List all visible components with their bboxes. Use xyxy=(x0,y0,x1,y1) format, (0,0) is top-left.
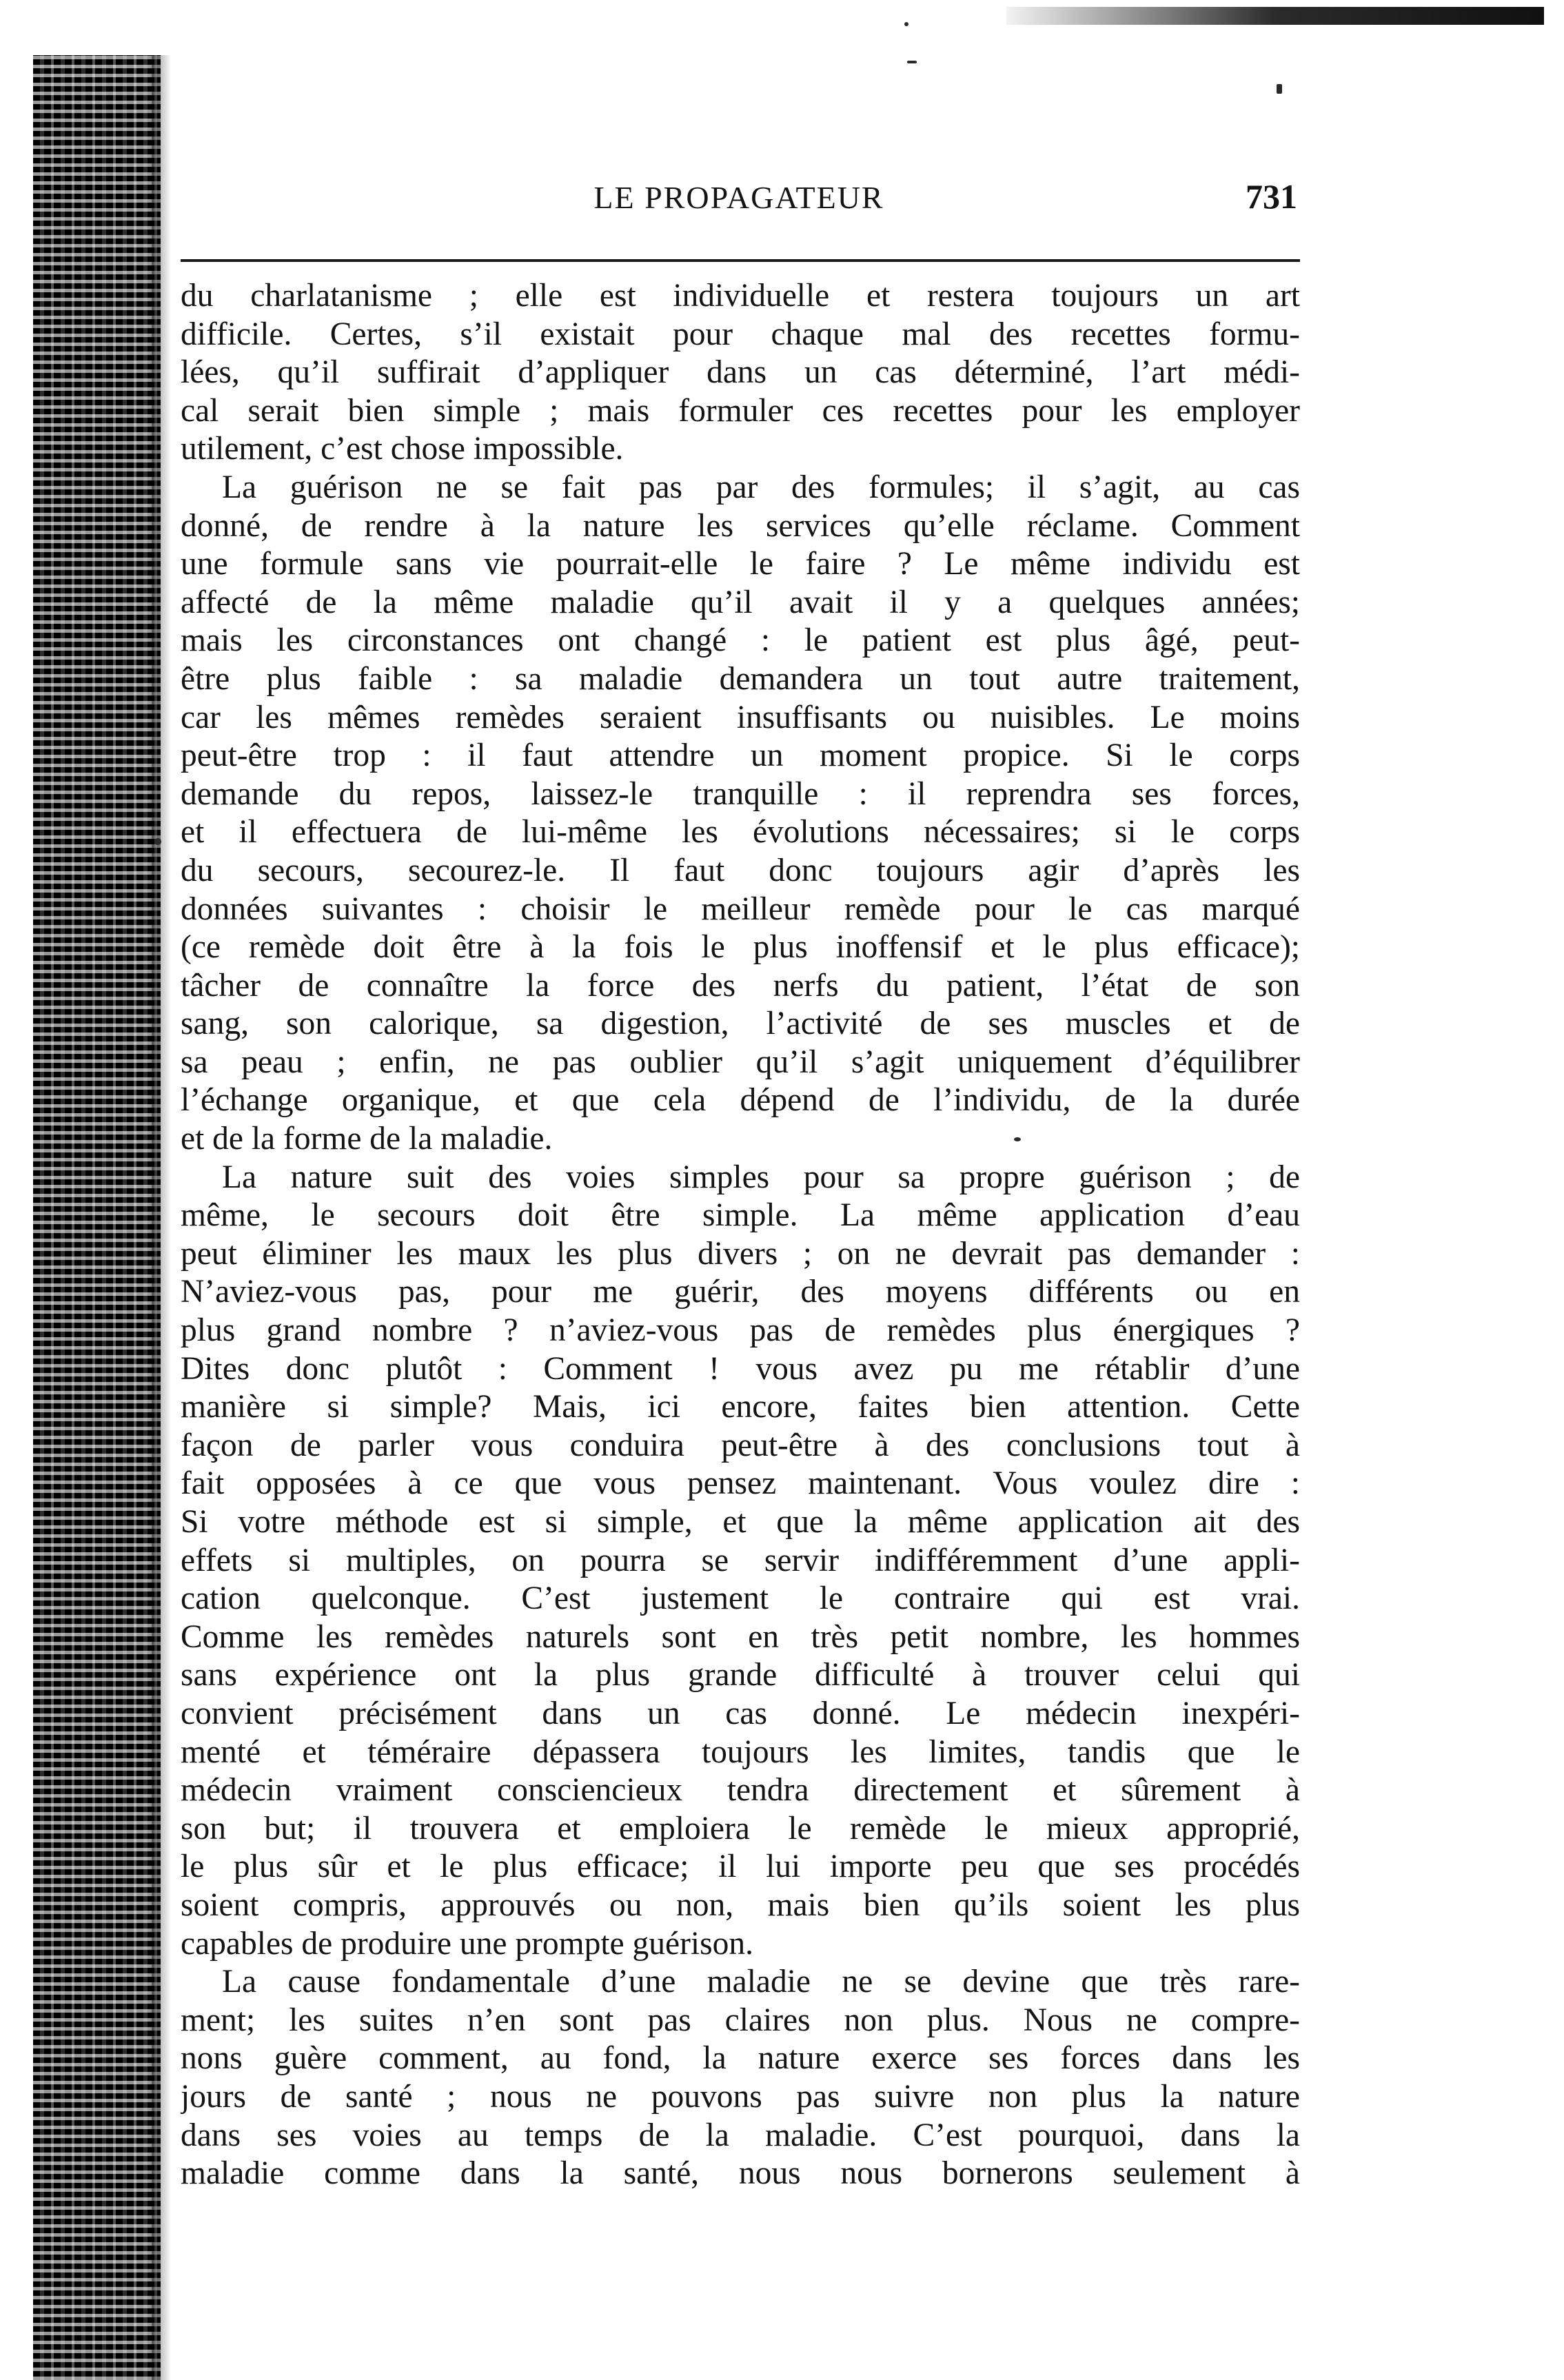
scan-speck xyxy=(154,838,161,845)
text-line: fait opposées à ce que vous pensez maintenant. Vous voulez dire : xyxy=(181,1465,1300,1502)
running-head: LE PROPAGATEUR xyxy=(593,180,884,215)
text-line: peut éliminer les maux les plus divers ; on ne devrait pas demander : xyxy=(181,1235,1300,1272)
scan-speck xyxy=(907,61,917,63)
scan-artifact-bar xyxy=(1006,7,1544,25)
text-line: car les mêmes remèdes seraient insuffisants ou nuisibles. Le moins xyxy=(181,699,1300,735)
text-line: mais les circonstances ont changé : le patient est plus âgé, peut- xyxy=(181,622,1300,659)
scan-speck xyxy=(1277,84,1282,94)
text-line: cal serait bien simple ; mais formuler ces recettes pour les employer xyxy=(181,392,1300,429)
text-line: demande du repos, laissez-le tranquille : il reprendra ses forces, xyxy=(181,775,1300,812)
text-line: sang, son calorique, sa digestion, l’activité de ses muscles et de xyxy=(181,1006,1300,1042)
text-line: Dites donc plutôt : Comment ! vous avez pu me rétablir d’une xyxy=(181,1350,1300,1387)
text-line: médecin vraiment consciencieux tendra directement et sûrement à xyxy=(181,1772,1300,1809)
text-line: données suivantes : choisir le meilleur remède pour le cas marqué xyxy=(181,891,1300,927)
text-line: façon de parler vous conduira peut-être à des conclusions tout à xyxy=(181,1427,1300,1463)
text-line: tâcher de connaître la force des nerfs du patient, l’état de son xyxy=(181,967,1300,1004)
text-line: capables de produire une prompte guérison. xyxy=(181,1925,753,1962)
text-line: Comme les remèdes naturels sont en très petit nombre, les hommes xyxy=(181,1618,1300,1655)
body-text xyxy=(181,277,1300,2193)
scan-speck xyxy=(904,22,908,26)
text-line: manière si simple? Mais, ici encore, faites bien attention. Cette xyxy=(181,1389,1300,1425)
text-line: l’échange organique, et que cela dépend de l’individu, de la durée xyxy=(181,1082,1300,1119)
scanned-page-edge xyxy=(33,55,161,2380)
text-line: le plus sûr et le plus efficace; il lui importe peu que ses procédés xyxy=(181,1849,1300,1885)
text-line: être plus faible : sa maladie demandera un tout autre traitement, xyxy=(181,660,1300,697)
text-line: jours de santé ; nous ne pouvons pas suivre non plus la nature xyxy=(181,2078,1300,2115)
text-line: lées, qu’il suffirait d’appliquer dans un cas déterminé, l’art médi- xyxy=(181,354,1300,391)
text-line: ment; les suites n’en sont pas claires non plus. Nous ne compre- xyxy=(181,2002,1300,2038)
text-line: sa peau ; enfin, ne pas oublier qu’il s’agit uniquement d’équilibrer xyxy=(181,1044,1300,1080)
text-line: cation quelconque. C’est justement le contraire qui est vrai. xyxy=(181,1580,1300,1617)
text-line: du secours, secourez-le. Il faut donc toujours agir d’après les xyxy=(181,852,1300,888)
text-line: convient précisément dans un cas donné. Le médecin inexpéri- xyxy=(181,1695,1300,1731)
text-line: soient compris, approuvés ou non, mais bien qu’ils soient les plus xyxy=(181,1886,1300,1923)
text-line: donné, de rendre à la nature les services qu’elle réclame. Comment xyxy=(181,507,1300,544)
text-line: utilement, c’est chose impossible. xyxy=(181,431,624,467)
text-line: La guérison ne se fait pas par des formules; il s’agit, au cas xyxy=(222,469,1300,505)
text-line: N’aviez-vous pas, pour me guérir, des moyens différents ou en xyxy=(181,1274,1300,1310)
text-line: peut-être trop : il faut attendre un moment propice. Si le corps xyxy=(181,738,1300,774)
text-line: nons guère comment, au fond, la nature exerce ses forces dans les xyxy=(181,2040,1300,2077)
header-rule xyxy=(181,259,1300,262)
text-line: effets si multiples, on pourra se servir indifféremment d’une appli- xyxy=(181,1542,1300,1578)
text-line: menté et téméraire dépassera toujours les limites, tandis que le xyxy=(181,1733,1300,1770)
text-line: La nature suit des voies simples pour sa propre guérison ; de xyxy=(222,1159,1300,1195)
text-line: La cause fondamentale d’une maladie ne se devine que très rare- xyxy=(222,1964,1300,2000)
text-line: une formule sans vie pourrait-elle le faire ? Le même individu est xyxy=(181,546,1300,582)
text-line: même, le secours doit être simple. La même application d’eau xyxy=(181,1197,1300,1234)
text-line: son but; il trouvera et emploiera le remède le mieux approprié, xyxy=(181,1810,1300,1847)
page-header xyxy=(181,174,1297,229)
text-line: plus grand nombre ? n’aviez-vous pas de remèdes plus énergiques ? xyxy=(181,1312,1300,1349)
page-number: 731 xyxy=(1246,177,1297,216)
text-line: (ce remède doit être à la fois le plus inoffensif et le plus efficace); xyxy=(181,929,1300,966)
page-edge-shadow xyxy=(152,55,171,2380)
text-line: Si votre méthode est si simple, et que la même application ait des xyxy=(181,1504,1300,1540)
text-line: difficile. Certes, s’il existait pour chaque mal des recettes formu- xyxy=(181,316,1300,352)
text-line: dans ses voies au temps de la maladie. C’est pourquoi, dans la xyxy=(181,2117,1300,2153)
text-line: sans expérience ont la plus grande difficulté à trouver celui qui xyxy=(181,1657,1300,1694)
text-line: et il effectuera de lui-même les évolutions nécessaires; si le corps xyxy=(181,814,1300,851)
text-line: du charlatanisme ; elle est individuelle et restera toujours un art xyxy=(181,278,1300,314)
text-line: maladie comme dans la santé, nous nous bornerons seulement à xyxy=(181,2155,1300,2192)
text-line: et de la forme de la maladie. xyxy=(181,1121,553,1157)
text-line: affecté de la même maladie qu’il avait il y a quelques années; xyxy=(181,584,1300,620)
